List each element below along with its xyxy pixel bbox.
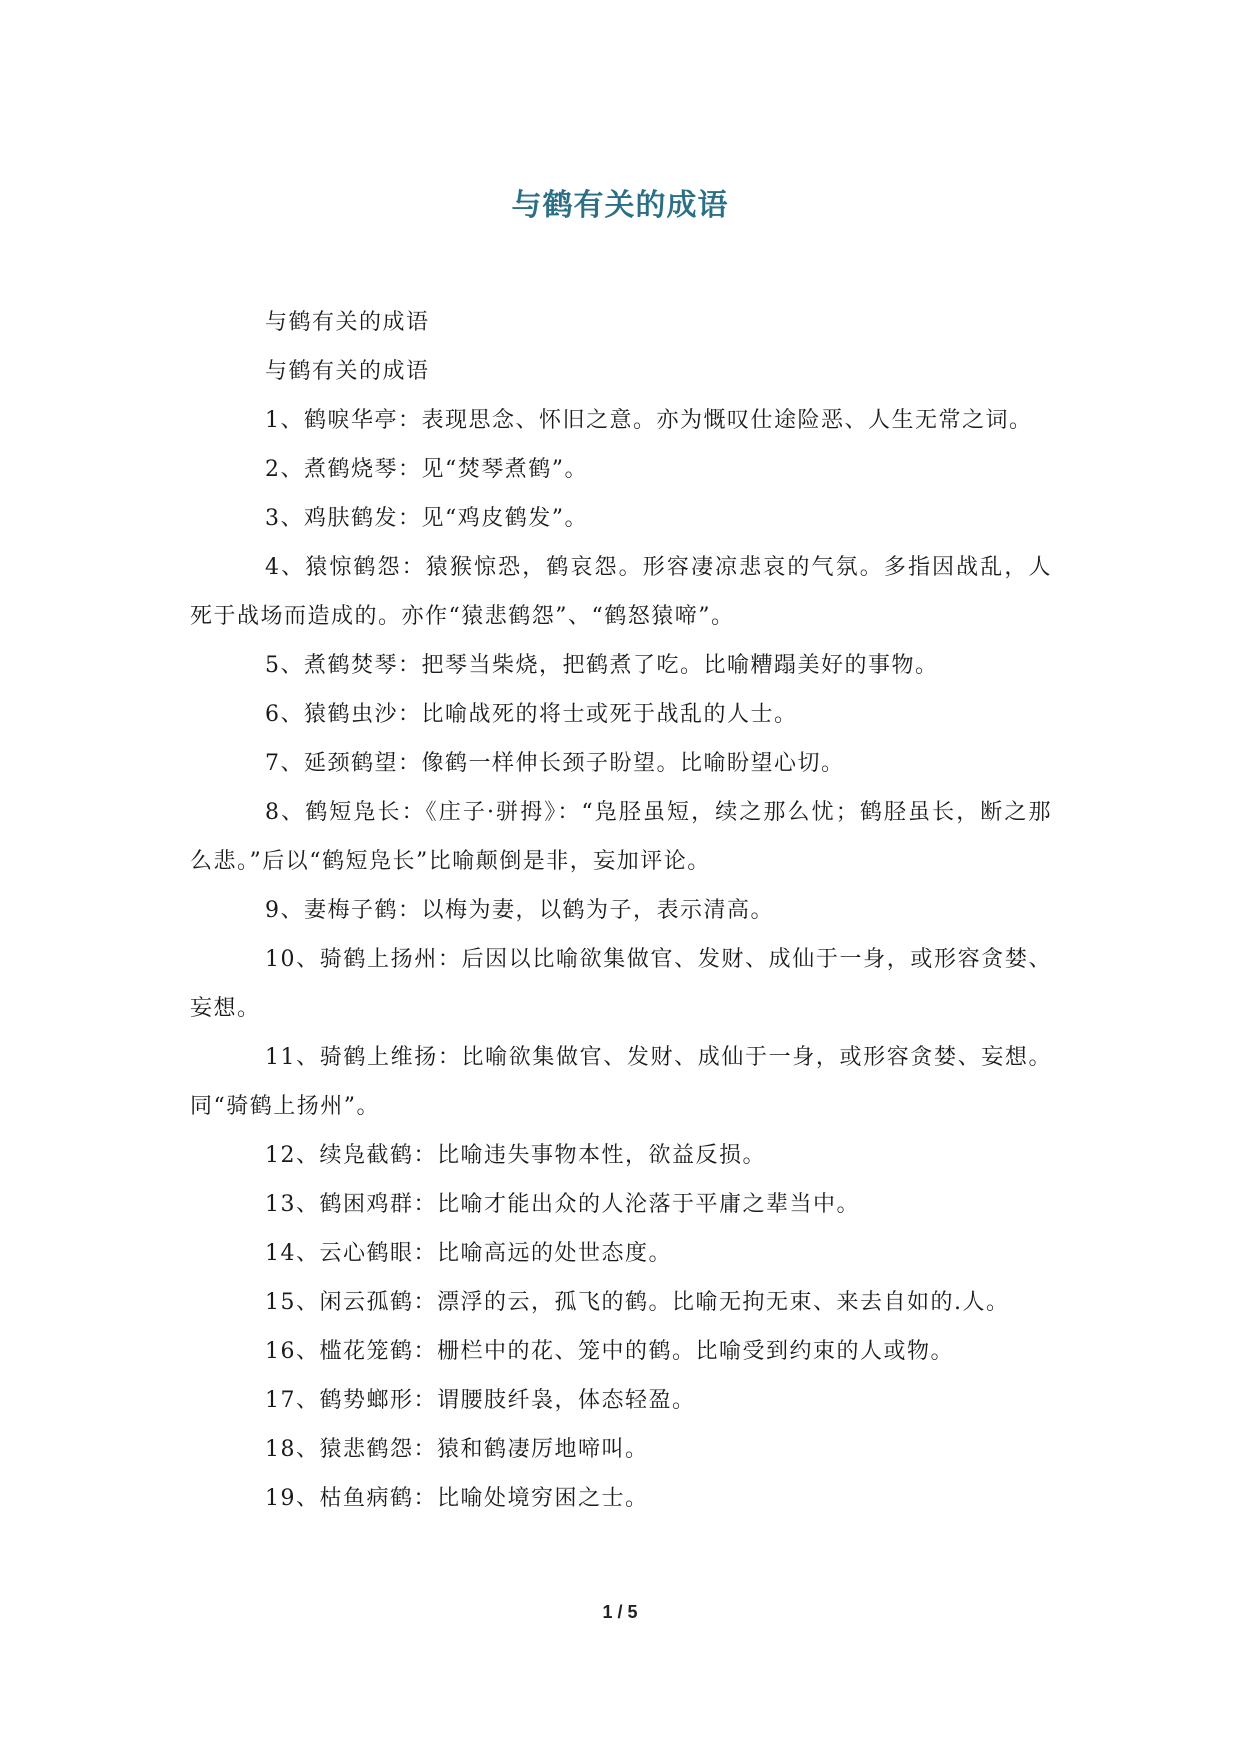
list-item: 16、槛花笼鹤：栅栏中的花、笼中的鹤。比喻受到约束的人或物。 xyxy=(265,1339,954,1364)
list-item: 5、煮鹤焚琴：把琴当柴烧，把鹤煮了吃。比喻糟蹋美好的事物。 xyxy=(265,653,939,678)
list-item: 14、云心鹤眼：比喻高远的处世态度。 xyxy=(265,1241,672,1266)
list-item: 2、煮鹤烧琴：见“焚琴煮鹤”。 xyxy=(265,457,588,482)
page-title: 与鹤有关的成语 xyxy=(511,188,729,223)
list-item: 6、猿鹤虫沙：比喻战死的将士或死于战乱的人士。 xyxy=(265,702,798,727)
list-item: 17、鹤势螂形：谓腰肢纤袅，体态轻盈。 xyxy=(265,1388,696,1413)
list-item: 10、骑鹤上扬州：后因以比喻欲集做官、发财、成仙于一身，或形容贪婪、妄想。 xyxy=(190,947,1052,1021)
list-item: 15、闲云孤鹤：漂浮的云，孤飞的鹤。比喻无拘无束、来去自如的.人。 xyxy=(265,1290,1010,1315)
paragraph: 与鹤有关的成语 xyxy=(265,359,430,384)
list-item: 18、猿悲鹤怨：猿和鹤凄厉地啼叫。 xyxy=(265,1437,649,1462)
list-item: 8、鹤短凫长：《庄子·骈拇》：“凫胫虽短，续之那么忧；鹤胫虽长，断之那么悲。”后以“鹤短凫长”比喻颠倒是非，妄加评论。 xyxy=(190,800,1052,874)
list-item: 13、鹤困鸡群：比喻才能出众的人沦落于平庸之辈当中。 xyxy=(265,1192,860,1217)
list-item: 1、鹤唳华亭：表现思念、怀旧之意。亦为慨叹仕途险恶、人生无常之词。 xyxy=(265,408,1033,433)
list-item: 19、枯鱼病鹤：比喻处境穷困之士。 xyxy=(265,1486,649,1511)
paragraph: 与鹤有关的成语 xyxy=(265,310,430,335)
list-item: 12、续凫截鹤：比喻违失事物本性，欲益反损。 xyxy=(265,1143,766,1168)
page-number: 1 / 5 xyxy=(602,1602,638,1622)
list-item: 4、猿惊鹤怨：猿猴惊恐，鹤哀怨。形容凄凉悲哀的气氛。多指因战乱，人死于战场而造成的。亦作“猿悲鹤怨”、“鹤怒猿啼”。 xyxy=(190,555,1052,629)
list-item: 9、妻梅子鹤：以梅为妻，以鹤为子，表示清高。 xyxy=(265,898,774,923)
list-item: 3、鸡肤鹤发：见“鸡皮鹤发”。 xyxy=(265,506,588,531)
list-item: 7、延颈鹤望：像鹤一样伸长颈子盼望。比喻盼望心切。 xyxy=(265,751,845,776)
document-body xyxy=(190,298,1052,1523)
list-item: 11、骑鹤上维扬：比喻欲集做官、发财、成仙于一身，或形容贪婪、妄想。同“骑鹤上扬州”。 xyxy=(190,1045,1052,1119)
